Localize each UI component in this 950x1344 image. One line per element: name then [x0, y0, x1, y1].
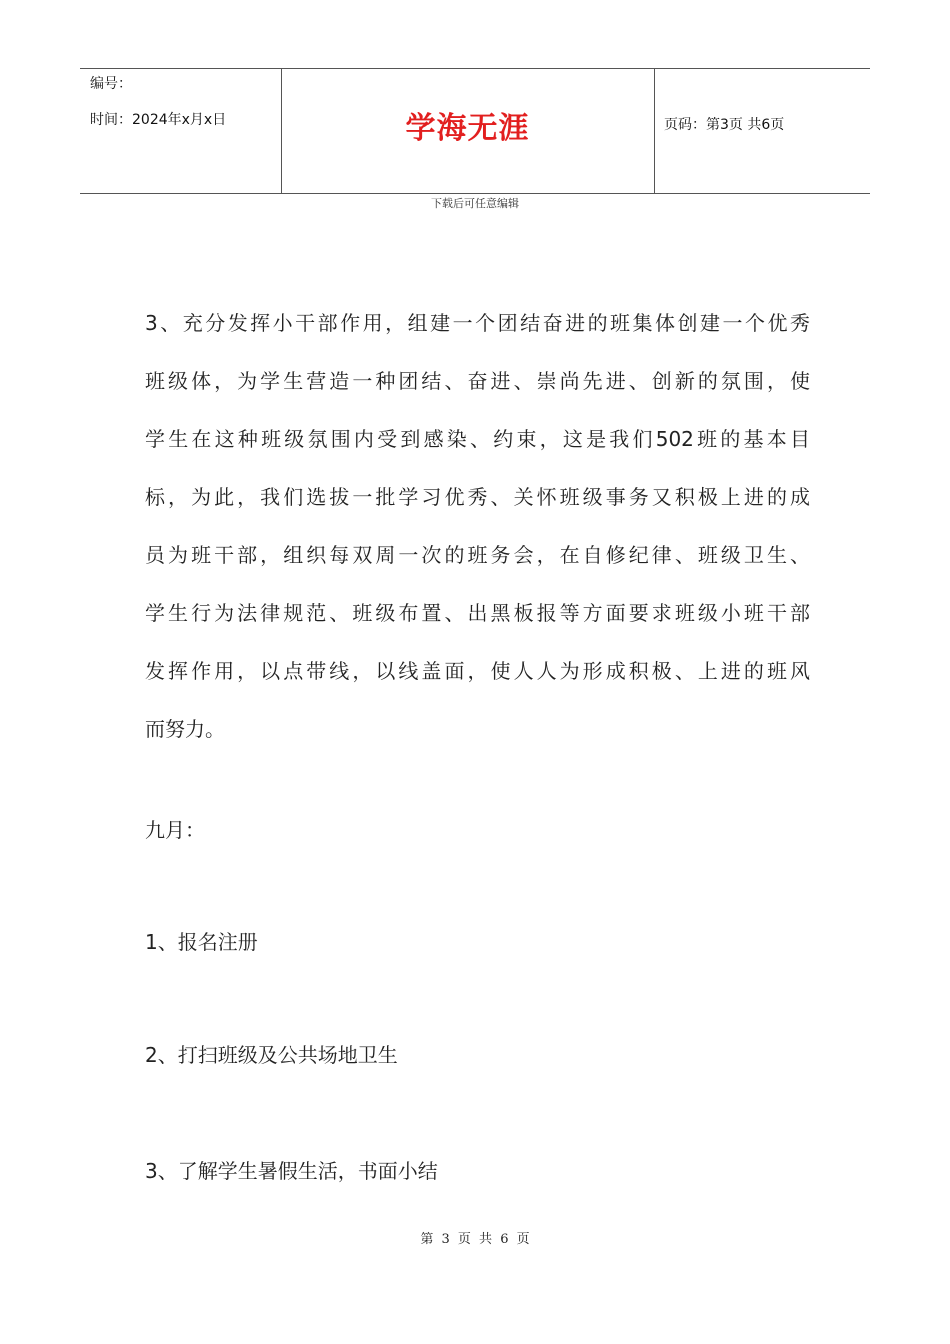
paragraph-line: 学生在这种班级氛围内受到感染、约束，这是我们502班的基本目 — [145, 427, 810, 451]
body-paragraph — [145, 294, 810, 758]
document-header — [80, 68, 870, 194]
paragraph-line: 员为班干部，组织每双周一次的班务会，在自修纪律、班级卫生、 — [145, 543, 810, 567]
page-footer: 第 3 页 共 6 页 — [420, 1232, 530, 1247]
paragraph-line: 标，为此，我们选拔一批学习优秀、关怀班级事务又积极上进的成 — [145, 485, 810, 509]
list-item: 2、打扫班级及公共场地卫生 — [145, 1043, 398, 1067]
download-note: 下载后可任意编辑 — [431, 197, 519, 210]
paragraph-line: 3、充分发挥小干部作用，组建一个团结奋进的班集体创建一个优秀 — [145, 311, 810, 335]
header-title: 学海无涯 — [405, 111, 530, 146]
header-time-label: 时间：2024年x月x日 — [90, 112, 227, 128]
paragraph-line: 学生行为法律规范、班级布置、出黑板报等方面要求班级小班干部 — [145, 601, 810, 625]
paragraph-line: 发挥作用，以点带线，以线盖面，使人人为形成积极、上进的班风 — [145, 659, 810, 683]
list-item: 1、报名注册 — [145, 930, 258, 954]
paragraph-line: 而努力。 — [145, 717, 225, 741]
header-page-label: 页码：第3页 共6页 — [664, 117, 785, 133]
header-number-label: 编号： — [90, 76, 132, 92]
section-heading: 九月： — [145, 818, 205, 842]
header-divider-right — [654, 69, 655, 193]
paragraph-line: 班级体，为学生营造一种团结、奋进、崇尚先进、创新的氛围，使 — [145, 369, 810, 393]
list-item: 3、了解学生暑假生活，书面小结 — [145, 1159, 438, 1183]
